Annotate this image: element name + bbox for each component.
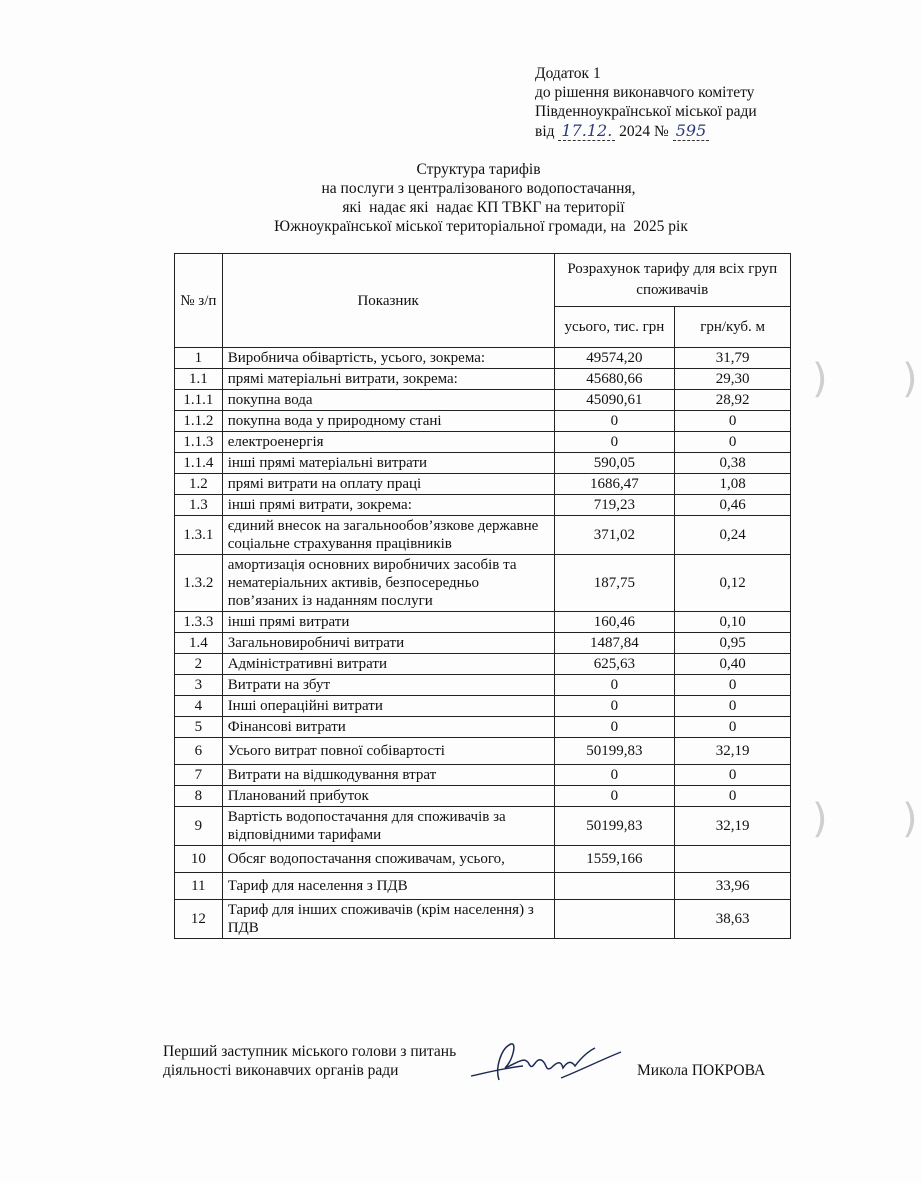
- row-number-cell: 1.3.2: [175, 555, 223, 612]
- row-per-cubic-meter-cell: 29,30: [675, 369, 791, 390]
- row-indicator-cell: Витрати на відшкодування втрат: [222, 765, 554, 786]
- table-row: [175, 675, 791, 696]
- row-indicator-cell: Адміністративні витрати: [222, 654, 554, 675]
- row-number-cell: 10: [175, 846, 223, 873]
- row-per-cubic-meter-cell: 0,46: [675, 495, 791, 516]
- row-number-cell: 1.1.2: [175, 411, 223, 432]
- row-indicator-cell: Вартість водопостачання для споживачів за відповідними тарифами: [222, 807, 554, 846]
- table-row: [175, 474, 791, 495]
- annex-date-year: 2024 №: [619, 123, 669, 140]
- row-total-cell: 625,63: [554, 654, 675, 675]
- row-per-cubic-meter-cell: 0,40: [675, 654, 791, 675]
- title-line-1: Структура тарифів: [416, 161, 541, 178]
- table-row: [175, 495, 791, 516]
- table-row: [175, 369, 791, 390]
- header-indicator: Показник: [222, 254, 554, 348]
- table-row: [175, 696, 791, 717]
- row-total-cell: 719,23: [554, 495, 675, 516]
- row-indicator-cell: покупна вода: [222, 390, 554, 411]
- row-total-cell: 590,05: [554, 453, 675, 474]
- row-per-cubic-meter-cell: 0: [675, 675, 791, 696]
- table-row: [175, 555, 791, 612]
- annex-date-prefix: від: [535, 123, 555, 140]
- tariff-table-header: [175, 254, 791, 348]
- scan-hole-mark: ): [812, 356, 828, 402]
- table-row: [175, 900, 791, 939]
- row-number-cell: 7: [175, 765, 223, 786]
- row-number-cell: 1: [175, 348, 223, 369]
- annex-date-line: [535, 121, 757, 141]
- row-total-cell: 0: [554, 765, 675, 786]
- table-row: [175, 411, 791, 432]
- row-total-cell: 45680,66: [554, 369, 675, 390]
- row-total-cell: 50199,83: [554, 807, 675, 846]
- table-row: [175, 654, 791, 675]
- handwritten-signature: [465, 1038, 625, 1086]
- row-number-cell: 1.3.1: [175, 516, 223, 555]
- scan-hole-mark: ): [902, 796, 918, 842]
- row-per-cubic-meter-cell: 0,38: [675, 453, 791, 474]
- row-per-cubic-meter-cell: 0: [675, 786, 791, 807]
- table-row: [175, 738, 791, 765]
- row-indicator-cell: інші прямі витрати: [222, 612, 554, 633]
- row-indicator-cell: Обсяг водопостачання споживачам, усього,: [222, 846, 554, 873]
- annex-decision-line: до рішення виконавчого комітету: [535, 84, 755, 101]
- row-indicator-cell: покупна вода у природному стані: [222, 411, 554, 432]
- row-number-cell: 1.4: [175, 633, 223, 654]
- signatory-position-line-2: діяльності виконавчих органів ради: [163, 1062, 399, 1079]
- row-total-cell: 0: [554, 432, 675, 453]
- scan-hole-mark: ): [902, 356, 918, 402]
- row-indicator-cell: прямі матеріальні витрати, зокрема:: [222, 369, 554, 390]
- row-total-cell: 50199,83: [554, 738, 675, 765]
- header-per-cubic-meter: грн/куб. м: [675, 307, 791, 348]
- annex-title: Додаток 1: [535, 65, 601, 82]
- row-per-cubic-meter-cell: 0: [675, 696, 791, 717]
- row-per-cubic-meter-cell: 32,19: [675, 738, 791, 765]
- title-line-4: Южноукраїнської міської територіальної громади, на 2025 рік: [274, 218, 688, 235]
- row-per-cubic-meter-cell: 0: [675, 765, 791, 786]
- row-indicator-cell: Фінансові витрати: [222, 717, 554, 738]
- row-total-cell: 49574,20: [554, 348, 675, 369]
- annex-number-handwritten: 595: [673, 121, 710, 141]
- title-line-2: на послуги з централізованого водопостачання,: [321, 180, 636, 197]
- row-number-cell: 12: [175, 900, 223, 939]
- header-tariff-calculation: Розрахунок тарифу для всіх груп споживачів: [554, 254, 790, 307]
- row-total-cell: 1686,47: [554, 474, 675, 495]
- row-number-cell: 1.1.4: [175, 453, 223, 474]
- row-number-cell: 1.3.3: [175, 612, 223, 633]
- table-row: [175, 432, 791, 453]
- row-indicator-cell: Планований прибуток: [222, 786, 554, 807]
- row-per-cubic-meter-cell: 0,95: [675, 633, 791, 654]
- tariff-table-body: [175, 348, 791, 939]
- row-number-cell: 8: [175, 786, 223, 807]
- row-indicator-cell: Виробнича обівартість, усього, зокрема:: [222, 348, 554, 369]
- row-indicator-cell: єдиний внесок на загальнообов’язкове державне соціальне страхування працівників: [222, 516, 554, 555]
- table-row: [175, 765, 791, 786]
- row-per-cubic-meter-cell: 31,79: [675, 348, 791, 369]
- title-line-3: які надає які надає КП ТВКГ на території: [342, 199, 625, 216]
- header-total: усього, тис. грн: [554, 307, 675, 348]
- row-per-cubic-meter-cell: 28,92: [675, 390, 791, 411]
- row-number-cell: 1.3: [175, 495, 223, 516]
- row-per-cubic-meter-cell: 0,10: [675, 612, 791, 633]
- row-indicator-cell: інші прямі витрати, зокрема:: [222, 495, 554, 516]
- row-number-cell: 1.1: [175, 369, 223, 390]
- row-total-cell: 0: [554, 411, 675, 432]
- row-total-cell: [554, 900, 675, 939]
- row-total-cell: 371,02: [554, 516, 675, 555]
- table-row: [175, 873, 791, 900]
- table-row: [175, 390, 791, 411]
- row-total-cell: 187,75: [554, 555, 675, 612]
- table-row: [175, 717, 791, 738]
- scan-hole-mark: ): [812, 796, 828, 842]
- signatory-name: Микола ПОКРОВА: [637, 1062, 766, 1079]
- row-number-cell: 1.1.3: [175, 432, 223, 453]
- row-total-cell: 0: [554, 786, 675, 807]
- row-total-cell: 45090,61: [554, 390, 675, 411]
- row-indicator-cell: Тариф для інших споживачів (крім населення) з ПДВ: [222, 900, 554, 939]
- table-row: [175, 612, 791, 633]
- row-number-cell: 5: [175, 717, 223, 738]
- row-indicator-cell: Тариф для населення з ПДВ: [222, 873, 554, 900]
- row-per-cubic-meter-cell: 38,63: [675, 900, 791, 939]
- row-number-cell: 4: [175, 696, 223, 717]
- row-number-cell: 3: [175, 675, 223, 696]
- table-row: [175, 807, 791, 846]
- signatory-position-line-1: Перший заступник міського голови з питань: [163, 1043, 457, 1060]
- row-total-cell: 0: [554, 675, 675, 696]
- table-row: [175, 786, 791, 807]
- table-row: [175, 453, 791, 474]
- row-per-cubic-meter-cell: 0: [675, 411, 791, 432]
- row-per-cubic-meter-cell: 0,12: [675, 555, 791, 612]
- document-title: [0, 160, 922, 236]
- row-number-cell: 9: [175, 807, 223, 846]
- row-per-cubic-meter-cell: 33,96: [675, 873, 791, 900]
- row-total-cell: [554, 873, 675, 900]
- row-total-cell: 1487,84: [554, 633, 675, 654]
- row-indicator-cell: прямі витрати на оплату праці: [222, 474, 554, 495]
- row-number-cell: 1.2: [175, 474, 223, 495]
- row-indicator-cell: Інші операційні витрати: [222, 696, 554, 717]
- row-per-cubic-meter-cell: 0: [675, 717, 791, 738]
- signature-block: [163, 1042, 783, 1092]
- row-number-cell: 6: [175, 738, 223, 765]
- row-indicator-cell: інші прямі матеріальні витрати: [222, 453, 554, 474]
- tariff-table: [174, 253, 791, 939]
- row-total-cell: 1559,166: [554, 846, 675, 873]
- row-indicator-cell: Загальновиробничі витрати: [222, 633, 554, 654]
- row-number-cell: 1.1.1: [175, 390, 223, 411]
- annex-council-line: Південноукраїнської міської ради: [535, 103, 757, 120]
- row-total-cell: 0: [554, 717, 675, 738]
- annex-header: [535, 64, 757, 141]
- annex-date-handwritten: 17.12.: [558, 121, 615, 141]
- row-per-cubic-meter-cell: 0,24: [675, 516, 791, 555]
- row-per-cubic-meter-cell: [675, 846, 791, 873]
- row-indicator-cell: електроенергія: [222, 432, 554, 453]
- table-row: [175, 516, 791, 555]
- row-indicator-cell: Витрати на збут: [222, 675, 554, 696]
- row-total-cell: 0: [554, 696, 675, 717]
- signatory-position: [163, 1042, 456, 1080]
- header-no: № з/п: [175, 254, 223, 348]
- row-number-cell: 11: [175, 873, 223, 900]
- table-row: [175, 348, 791, 369]
- row-per-cubic-meter-cell: 1,08: [675, 474, 791, 495]
- row-per-cubic-meter-cell: 32,19: [675, 807, 791, 846]
- row-total-cell: 160,46: [554, 612, 675, 633]
- table-row: [175, 846, 791, 873]
- row-indicator-cell: Усього витрат повної собівартості: [222, 738, 554, 765]
- table-row: [175, 633, 791, 654]
- row-number-cell: 2: [175, 654, 223, 675]
- row-indicator-cell: амортизація основних виробничих засобів та нематеріальних активів, безпосередньо пов’язаних із наданням послуги: [222, 555, 554, 612]
- row-per-cubic-meter-cell: 0: [675, 432, 791, 453]
